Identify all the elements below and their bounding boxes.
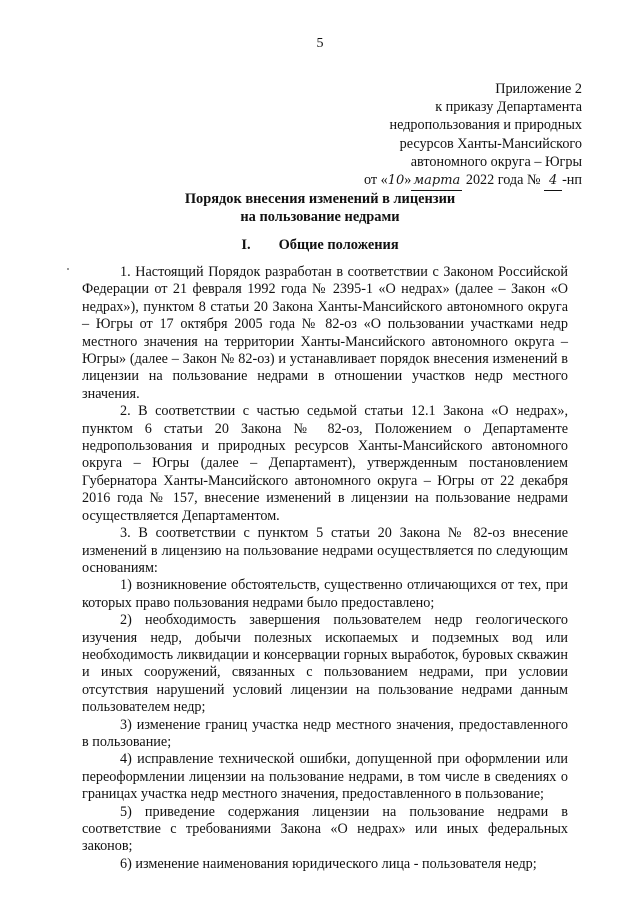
paragraph: 3. В соответствии с пунктом 5 статьи 20 Закона № 82-оз внесение изменений в лицензию на пользование недрами осуществляется по следующим основаниям: [82, 525, 568, 576]
handwritten-order-number: 4 [544, 172, 562, 191]
handwritten-day: 10 [387, 173, 405, 189]
list-item: 6) изменение наименования юридического лица - пользователя недр; [120, 855, 537, 872]
list-item: 1) возникновение обстоятельств, существенно отличающихся от тех, при которых право пользования недрами было предоставлено; [82, 577, 568, 611]
section-number: I. [241, 237, 251, 253]
section-heading [0, 237, 640, 254]
appendix-line-5: автономного округа – Югры [410, 153, 582, 170]
date-mid: » [404, 172, 412, 189]
order-date-line [322, 171, 582, 191]
appendix-line-3: недропользования и природных [389, 117, 582, 134]
appendix-line-4: ресурсов Ханты-Мансийского [399, 135, 582, 152]
date-suffix: 2022 года № [462, 172, 545, 189]
list-item: 3) изменение границ участка недр местного значения, предоставленного в пользование; [82, 716, 568, 750]
document-body [82, 264, 568, 873]
paragraph: 1. Настоящий Порядок разработан в соответствии с Законом Российской Федерации от 21 февраля 1992 года № 2395-1 «О недрах» (далее – Закон «О недрах»), пунктом 8 статьи 20 Закона Ханты-Мансийского автономного округа – Югры от 17 октября 2005 года № 82-оз «О пользовании участками недр местного значения на территории Ханты-Мансийского автономного округа – Югры» (далее – Закон № 82-оз) и устанавливает порядок внесения изменений в лицензии на пользование недрами в отношении участков недр местного значения. [82, 264, 568, 402]
paragraph: 2. В соответствии с частью седьмой статьи 12.1 Закона «О недрах», пунктом 6 статьи 20 Закона № 82-оз, Положением о Департаменте недропользования и природных ресурсов Ханты-Мансийского автономного округа – Югры (далее – Департамент), утвержденным постановлением Губернатора Ханты-Мансийского автономного округа – Югры от 22 декабря 2016 года № 157, внесение изменений в лицензии на пользование недрами осуществляется Департаментом. [82, 403, 568, 524]
list-item: 5) приведение содержания лицензии на пользование недрами в соответствие с требованиями Закона «О недрах» или иных федеральных законов; [82, 803, 568, 855]
title-line-1: Порядок внесения изменений в лицензии [184, 191, 456, 207]
page-number: 5 [316, 36, 324, 51]
appendix-line-2: к приказу Департамента [435, 99, 582, 116]
date-prefix: от « [363, 172, 388, 189]
appendix-header [322, 80, 582, 191]
section-title: Общие положения [278, 237, 399, 253]
handwritten-month: марта [411, 172, 462, 191]
list-item: 2) необходимость завершения пользователем недр геологического изучения недр, добычи полезных ископаемых и подземных вод или необходимость ликвидации и консервации горных выработок, буровых скважин и иных сооружений, связанных с пользованием недрами, при условии отсутствия нарушений условий лицензии на пользование недрами данным пользователем недр; [82, 612, 568, 716]
title-line-2: на пользование недрами [240, 209, 400, 225]
order-suffix: -нп [562, 172, 582, 189]
list-item: 4) исправление технической ошибки, допущенной при оформлении или переоформлении лицензии на пользование недрами, в том числе в сведениях о границах участка недр местного значения, предоставленного в пользование; [82, 751, 568, 803]
document-title [0, 190, 640, 226]
appendix-line-1: Приложение 2 [495, 81, 582, 97]
scan-speck [67, 268, 69, 270]
